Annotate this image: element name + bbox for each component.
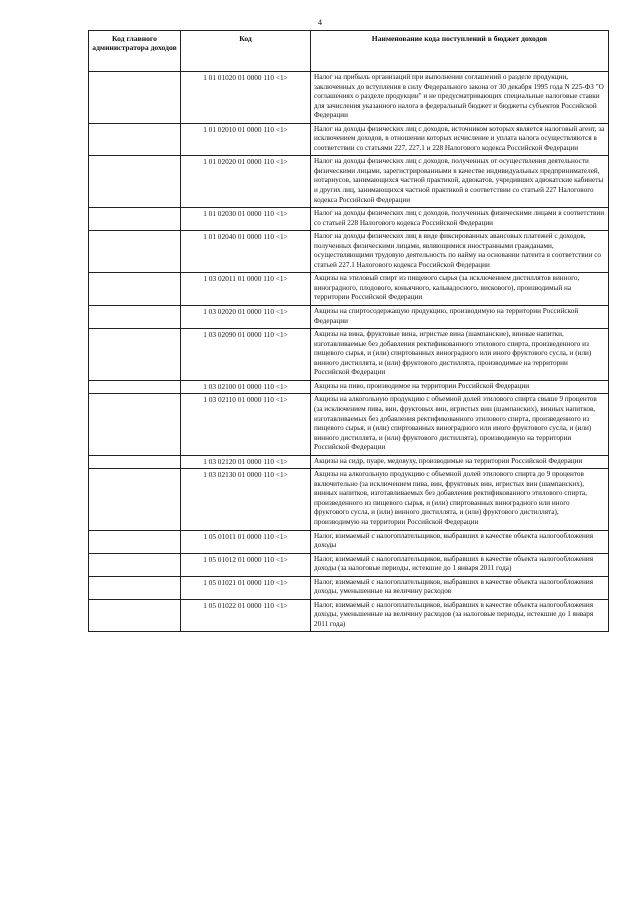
cell-revenue-name: Налог на доходы физических лиц с доходов, полученных от осуществления деятельности физическими лицами, зарегистрированными в качестве индивидуальных предпринимателей, нотариусов, занимающихся частной практикой, адвокатов, учредивших адвокатские кабинеты и других лиц, занимающихся частной практикой в соответствии со статьей 227 Налогового кодекса Российской Федерации: [311, 156, 609, 208]
cell-revenue-name: Налог, взимаемый с налогоплательщиков, выбравших в качестве объекта налогообложения доходы (за налоговые периоды, истекшие до 1 января 2011 года): [311, 553, 609, 576]
cell-admin-code: [89, 329, 181, 381]
cell-revenue-name: Акцизы на этиловый спирт из пищевого сырья (за исключением дистиллятов винного, виноградного, плодового, коньячного, кальвадосного, вискового), производимый на территории Российской Федерации: [311, 273, 609, 306]
cell-revenue-name: Акцизы на алкогольную продукцию с объемной долей этилового спирта свыше 9 процентов (за исключением пива, вин, фруктовых вин, игристых вин (шампанских), винных напитков, изготавливаемых без добавления ректификованного этилового спирта, произведенного из пищевого сырья, и (или) спиртованных виноградного или иного фруктового сусла, и (или) винного дистиллята, и (или) фруктового дистиллята), производимую на территории Российской Федерации: [311, 394, 609, 455]
cell-admin-code: [89, 380, 181, 394]
table-row: [89, 394, 609, 455]
cell-revenue-name: Налог на доходы физических лиц с доходов, источником которых является налоговый агент, за исключением доходов, в отношении которых исчисление и уплата налога осуществляются в соответствии со статьями 227, 227.1 и 228 Налогового кодекса Российской Федерации: [311, 123, 609, 156]
table-row: [89, 469, 609, 530]
cell-revenue-code: 1 01 02010 01 0000 110 <1>: [181, 123, 311, 156]
header-admin-code: Код главного администратора доходов: [89, 31, 181, 72]
cell-revenue-name: Налог на доходы физических лиц с доходов, полученных физическими лицами в соответствии со статьей 228 Налогового кодекса Российской Федерации: [311, 208, 609, 231]
table-row: [89, 576, 609, 599]
cell-revenue-code: 1 01 01020 01 0000 110 <1>: [181, 72, 311, 124]
table-row: [89, 306, 609, 329]
cell-revenue-code: 1 03 02120 01 0000 110 <1>: [181, 455, 311, 469]
cell-revenue-code: 1 03 02130 01 0000 110 <1>: [181, 469, 311, 530]
cell-revenue-code: 1 03 02020 01 0000 110 <1>: [181, 306, 311, 329]
table-row: [89, 329, 609, 381]
table-row: [89, 208, 609, 231]
cell-admin-code: [89, 156, 181, 208]
cell-admin-code: [89, 208, 181, 231]
table-row: [89, 599, 609, 632]
table-row: [89, 380, 609, 394]
table-row: [89, 123, 609, 156]
cell-admin-code: [89, 469, 181, 530]
cell-admin-code: [89, 394, 181, 455]
cell-revenue-name: Налог, взимаемый с налогоплательщиков, выбравших в качестве объекта налогообложения доходы, уменьшенные на величину расходов (за налоговые периоды, истекшие до 1 января 2011 года): [311, 599, 609, 632]
cell-admin-code: [89, 576, 181, 599]
cell-revenue-name: Акцизы на алкогольную продукцию с объемной долей этилового спирта до 9 процентов включительно (за исключением пива, вин, фруктовых вин, игристых вин (шампанских), винных напитков, изготавливаемых без добавления ректификованного этилового спирта, произведенного из пищевого сырья, и (или) спиртованных виноградного или иного фруктового сусла, и (или) винного дистиллята, и (или) фруктового дистиллята), производимую на территории Российской Федерации: [311, 469, 609, 530]
table-row: [89, 231, 609, 273]
cell-revenue-code: 1 05 01012 01 0000 110 <1>: [181, 553, 311, 576]
cell-admin-code: [89, 231, 181, 273]
cell-admin-code: [89, 455, 181, 469]
cell-revenue-code: 1 03 02011 01 0000 110 <1>: [181, 273, 311, 306]
page-number: 4: [318, 18, 322, 27]
revenue-codes-table: [88, 30, 609, 632]
cell-revenue-name: Акцизы на вина, фруктовые вина, игристые вина (шампанские), винные напитки, изготавливаемые без добавления ректификованного этилового спирта, произведенного из пищевого сырья, и (или) спиртованных виноградного или иного фруктового сусла, и (или) винного дистиллята, и (или) фруктового дистиллята, производимые на территории Российской Федерации: [311, 329, 609, 381]
table-row: [89, 72, 609, 124]
table-header-row: [89, 31, 609, 72]
cell-admin-code: [89, 273, 181, 306]
table-row: [89, 455, 609, 469]
cell-revenue-code: 1 05 01021 01 0000 110 <1>: [181, 576, 311, 599]
cell-revenue-name: Акцизы на спиртосодержащую продукцию, производимую на территории Российской Федерации: [311, 306, 609, 329]
cell-revenue-name: Налог на прибыль организаций при выполнении соглашений о разделе продукции, заключенных до вступления в силу Федерального закона от 30 декабря 1995 года N 225-ФЗ "О соглашениях о разделе продукции" и не предусматривающих специальные налоговые ставки для зачисления указанного налога в федеральный бюджет и бюджеты субъектов Российской Федерации: [311, 72, 609, 124]
cell-revenue-code: 1 01 02020 01 0000 110 <1>: [181, 156, 311, 208]
cell-revenue-code: 1 01 02040 01 0000 110 <1>: [181, 231, 311, 273]
table-row: [89, 553, 609, 576]
cell-admin-code: [89, 599, 181, 632]
cell-revenue-code: 1 03 02090 01 0000 110 <1>: [181, 329, 311, 381]
header-code: Код: [181, 31, 311, 72]
cell-admin-code: [89, 553, 181, 576]
cell-admin-code: [89, 306, 181, 329]
cell-revenue-code: 1 03 02100 01 0000 110 <1>: [181, 380, 311, 394]
cell-admin-code: [89, 72, 181, 124]
cell-revenue-name: Налог на доходы физических лиц в виде фиксированных авансовых платежей с доходов, полученных физическими лицами, являющимися иностранными гражданами, осуществляющими трудовую деятельность по найму на основании патента в соответствии со статьей 227.1 Налогового кодекса Российской Федерации: [311, 231, 609, 273]
cell-revenue-name: Акцизы на пиво, производимое на территории Российской Федерации: [311, 380, 609, 394]
cell-revenue-code: 1 03 02110 01 0000 110 <1>: [181, 394, 311, 455]
cell-admin-code: [89, 530, 181, 553]
cell-admin-code: [89, 123, 181, 156]
cell-revenue-code: 1 01 02030 01 0000 110 <1>: [181, 208, 311, 231]
table-row: [89, 530, 609, 553]
cell-revenue-name: Налог, взимаемый с налогоплательщиков, выбравших в качестве объекта налогообложения доходы: [311, 530, 609, 553]
cell-revenue-code: 1 05 01022 01 0000 110 <1>: [181, 599, 311, 632]
table-row: [89, 156, 609, 208]
cell-revenue-name: Акцизы на сидр, пуаре, медовуху, производимые на территории Российской Федерации: [311, 455, 609, 469]
table-row: [89, 273, 609, 306]
header-name: Наименование кода поступлений в бюджет доходов: [311, 31, 609, 72]
cell-revenue-code: 1 05 01011 01 0000 110 <1>: [181, 530, 311, 553]
cell-revenue-name: Налог, взимаемый с налогоплательщиков, выбравших в качестве объекта налогообложения доходы, уменьшенные на величину расходов: [311, 576, 609, 599]
